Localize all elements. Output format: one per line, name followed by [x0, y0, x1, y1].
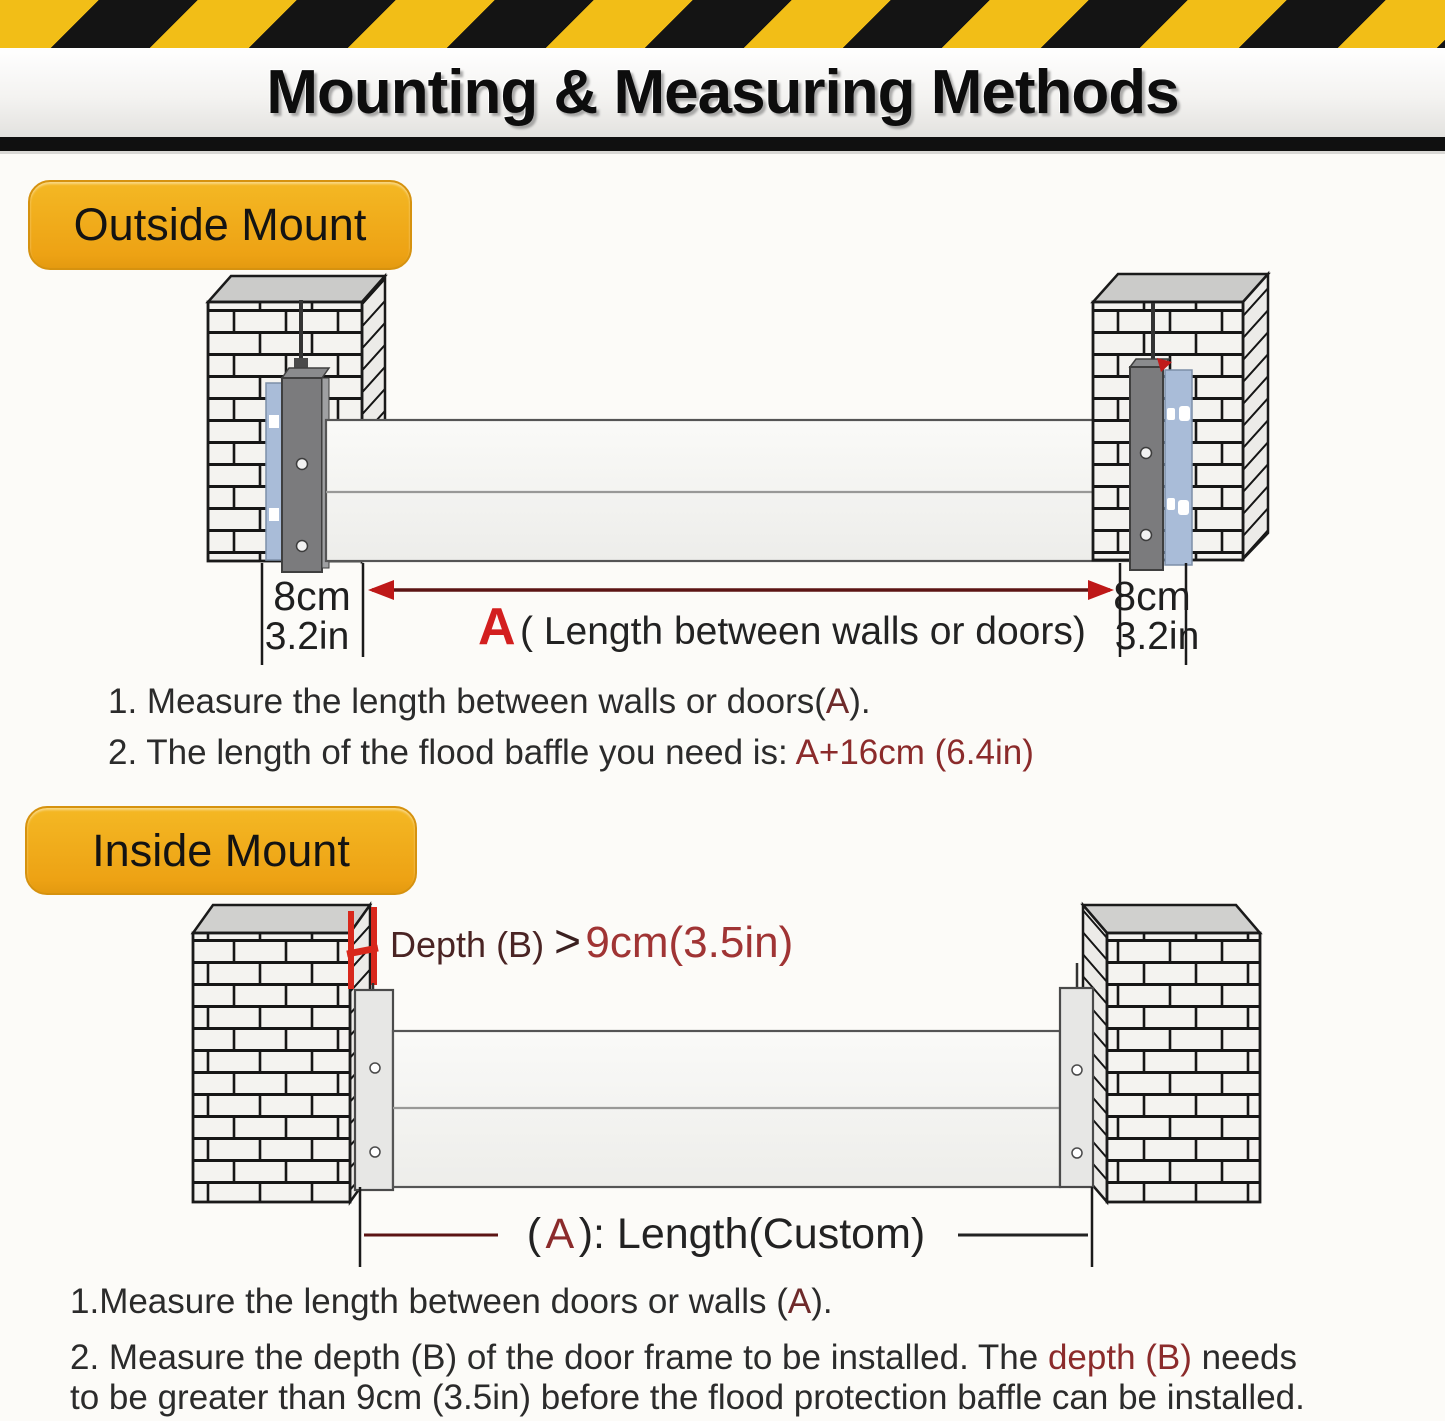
depth-label — [390, 915, 793, 967]
arrowhead-left — [368, 580, 394, 600]
channel-hole — [370, 1147, 380, 1157]
outside-mount-badge-label: Outside Mount — [73, 199, 367, 250]
step-text: ). — [811, 1282, 833, 1321]
banner-divider-shadow — [0, 151, 1445, 154]
banner-divider-bar — [0, 137, 1445, 151]
pillar-top-face — [193, 905, 370, 933]
depth-value: 9cm(3.5in) — [585, 918, 794, 967]
span-dimension-arrow — [368, 580, 1114, 600]
inside-mount-badge — [25, 806, 417, 895]
seal-highlight — [1167, 498, 1175, 510]
outside-steps — [108, 676, 1034, 778]
seal-highlight — [1179, 406, 1190, 421]
title-band — [0, 48, 1445, 137]
channel-hole — [1072, 1065, 1082, 1075]
mounting-channel-right — [1060, 988, 1093, 1187]
length-label-post: ): Length(Custom) — [578, 1210, 926, 1258]
step-text: to be greater than 9cm (3.5in) before the flood protection baffle can be installed. — [70, 1378, 1305, 1417]
outside-mount-diagram — [0, 265, 1445, 665]
inside-step-2 — [70, 1338, 1305, 1418]
step-text: 1. Measure the length between walls or doors( — [108, 682, 826, 721]
dim-left-cm: 8cm — [273, 573, 351, 619]
dim-right-in: 3.2in — [1114, 615, 1200, 658]
span-label-a: A — [478, 598, 516, 656]
span-label — [478, 598, 1086, 656]
length-label-pre: ( — [526, 1210, 542, 1258]
hazard-stripe-band — [0, 0, 1445, 48]
outside-mount-badge — [28, 180, 412, 270]
inside-left-pillar — [193, 905, 370, 1202]
pillar-front-face — [193, 933, 350, 1202]
step-formula: A+16cm (6.4in) — [795, 733, 1034, 772]
flood-barrier-panel — [326, 420, 1130, 561]
step-text: 1.Measure the length between doors or walls ( — [70, 1282, 788, 1321]
arrowhead-right — [1088, 580, 1114, 600]
inside-mount-diagram — [0, 895, 1445, 1270]
step-depth-ref: depth (B) — [1047, 1338, 1192, 1377]
pillar-side-face — [1243, 274, 1268, 559]
bracket-hole — [1141, 448, 1152, 459]
bracket-hole — [297, 459, 308, 470]
length-label — [527, 1210, 925, 1258]
depth-label-text: Depth (B) — [390, 924, 555, 965]
bracket-hole — [297, 541, 308, 552]
step-text: ). — [849, 682, 871, 721]
pillar-top-face — [1093, 274, 1268, 302]
page-title: Mounting & Measuring Methods — [266, 58, 1179, 127]
channel-hole — [1072, 1148, 1082, 1158]
mounting-bracket-right — [1130, 359, 1169, 570]
step-text: needs — [1191, 1338, 1298, 1377]
seal-strip-right — [1165, 370, 1192, 565]
seal-highlight — [269, 415, 279, 428]
inside-step-1 — [70, 1282, 1305, 1322]
seal-strip-left — [266, 383, 282, 560]
step-text-a: A — [825, 682, 850, 721]
length-label-a: A — [545, 1210, 575, 1258]
dim-left-in: 3.2in — [264, 615, 350, 658]
flood-barrier-panel — [393, 1031, 1060, 1187]
step-text: 2. Measure the depth (B) of the door frame to be installed. The — [70, 1338, 1048, 1377]
step-text-a: A — [787, 1282, 812, 1321]
seal-highlight — [1178, 500, 1189, 515]
step-text: 2. The length of the flood baffle you need is: — [108, 733, 796, 772]
pillar-front-face — [1107, 933, 1260, 1202]
pillar-top-face — [1083, 905, 1260, 933]
depth-gt-sign: > — [554, 915, 581, 967]
dim-right-cm: 8cm — [1113, 573, 1191, 619]
pillar-top-face — [208, 276, 385, 302]
mounting-bracket-left — [282, 368, 329, 572]
span-label-rest: ( Length between walls or doors) — [520, 610, 1086, 653]
mounting-channel-left — [355, 990, 393, 1190]
outside-step-1 — [108, 676, 1034, 727]
inside-steps — [70, 1282, 1305, 1418]
channel-hole — [370, 1063, 380, 1073]
seal-highlight — [269, 508, 279, 521]
seal-highlight — [1167, 408, 1175, 420]
bracket-hole — [1141, 530, 1152, 541]
inside-mount-badge-label: Inside Mount — [92, 824, 350, 876]
inside-right-pillar — [1083, 905, 1260, 1202]
outside-step-2 — [108, 727, 1034, 778]
